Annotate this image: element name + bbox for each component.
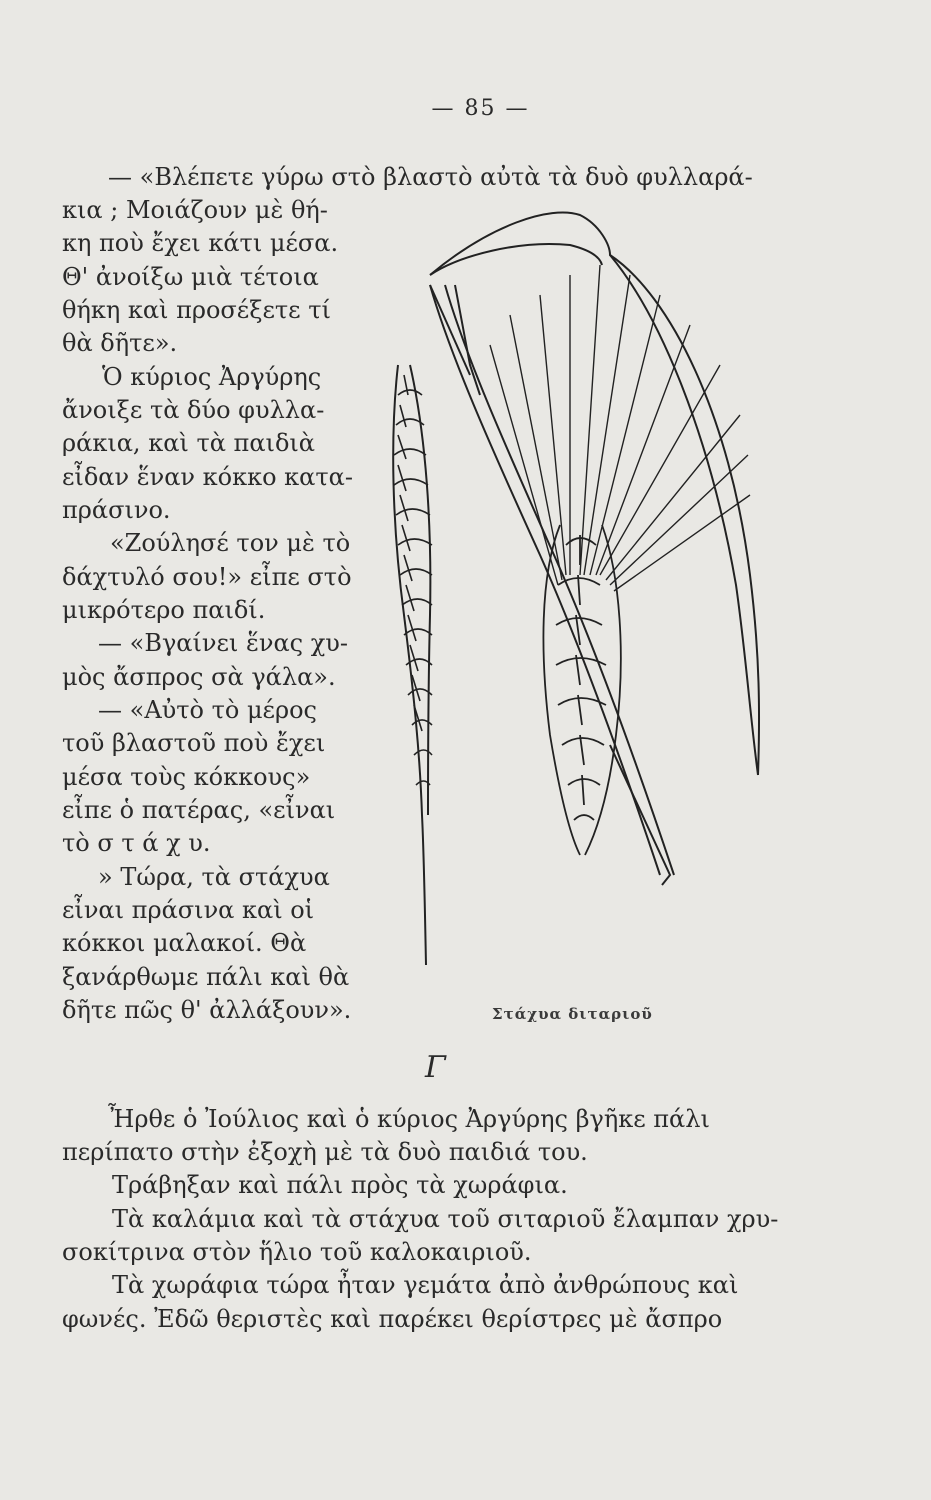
text-line: Θ' ἀνοίξω μιὰ τέτοια xyxy=(62,263,319,291)
text-line: Τὰ χωράφια τώρα ἦταν γεμάτα ἀπὸ ἀνθρώπους καὶ xyxy=(112,1271,739,1299)
text-line: ξανάρθωμε πάλι καὶ θὰ xyxy=(62,963,350,991)
section-heading: Γ xyxy=(425,1050,446,1085)
text-line: ἄνοιξε τὰ δύο φυλλα- xyxy=(62,396,325,424)
text-line: θὰ δῆτε». xyxy=(62,329,178,357)
text-line: εἶδαν ἕναν κόκκο κατα- xyxy=(62,463,353,491)
text-line: Τράβηξαν καὶ πάλι πρὸς τὰ χωράφια. xyxy=(112,1171,568,1199)
text-line: τὸ σ τ ά χ υ. xyxy=(62,829,211,857)
text-line: Τὰ καλάμια καὶ τὰ στάχυα τοῦ σιταριοῦ ἔλαμπαν χρυ- xyxy=(112,1205,779,1233)
text-line: «Ζούλησέ τον μὲ τὸ xyxy=(110,529,351,557)
text-line: σοκίτρινα στὸν ἥλιο τοῦ καλοκαιριοῦ. xyxy=(62,1238,532,1266)
text-line: κια ; Μοιάζουν μὲ θή- xyxy=(62,196,328,224)
text-line: Ἦρθε ὁ Ἰούλιος καὶ ὁ κύριος Ἀργύρης βγῆκε πάλι xyxy=(108,1105,710,1133)
text-line: πράσινο. xyxy=(62,496,171,524)
wheat-ear-left xyxy=(393,365,432,965)
text-line: μικρότερο παιδί. xyxy=(62,596,266,624)
text-line: κη ποὺ ἔχει κάτι μέσα. xyxy=(62,229,339,257)
text-line: τοῦ βλαστοῦ ποὺ ἔχει xyxy=(62,729,326,757)
wheat-illustration xyxy=(370,195,790,995)
text-line: — «Βγαίνει ἕνας χυ- xyxy=(98,629,348,657)
text-line: μὸς ἄσπρος σὰ γάλα». xyxy=(62,663,336,691)
text-line: μέσα τοὺς κόκκους» xyxy=(62,763,311,791)
text-line: » Τώρα, τὰ στάχυα xyxy=(98,863,330,891)
text-line: δάχτυλό σου!» εἶπε στὸ xyxy=(62,563,352,591)
text-line: θήκη καὶ προσέξετε τί xyxy=(62,296,331,324)
paragraph-first-line: — «Βλέπετε γύρω στὸ βλαστὸ αὐτὰ τὰ δυὸ φυλλαρά- xyxy=(108,163,753,191)
text-line: δῆτε πῶς θ' ἀλλάξουν». xyxy=(62,996,352,1024)
text-line: περίπατο στὴν ἐξοχὴ μὲ τὰ δυὸ παιδιά του. xyxy=(62,1138,588,1166)
figure-caption: Στάχυα διταριοῦ xyxy=(492,1005,653,1023)
wheat-awns xyxy=(490,265,750,591)
text-line: ράκια, καὶ τὰ παιδιὰ xyxy=(62,429,316,457)
text-line: εἶναι πράσινα καὶ οἱ xyxy=(62,896,315,924)
text-line: κόκκοι μαλακοί. Θὰ xyxy=(62,929,307,957)
text-line: εἶπε ὁ πατέρας, «εἶναι xyxy=(62,796,336,824)
wheat-stem xyxy=(430,285,674,885)
text-line: φωνές. Ἐδῶ θεριστὲς καὶ παρέκει θερίστρες μὲ ἄσπρο xyxy=(62,1305,723,1333)
text-line: — «Αὐτὸ τὸ μέρος xyxy=(98,696,317,724)
page-number: — 85 — xyxy=(431,96,530,121)
text-line: Ὁ κύριος Ἀργύρης xyxy=(102,363,322,391)
